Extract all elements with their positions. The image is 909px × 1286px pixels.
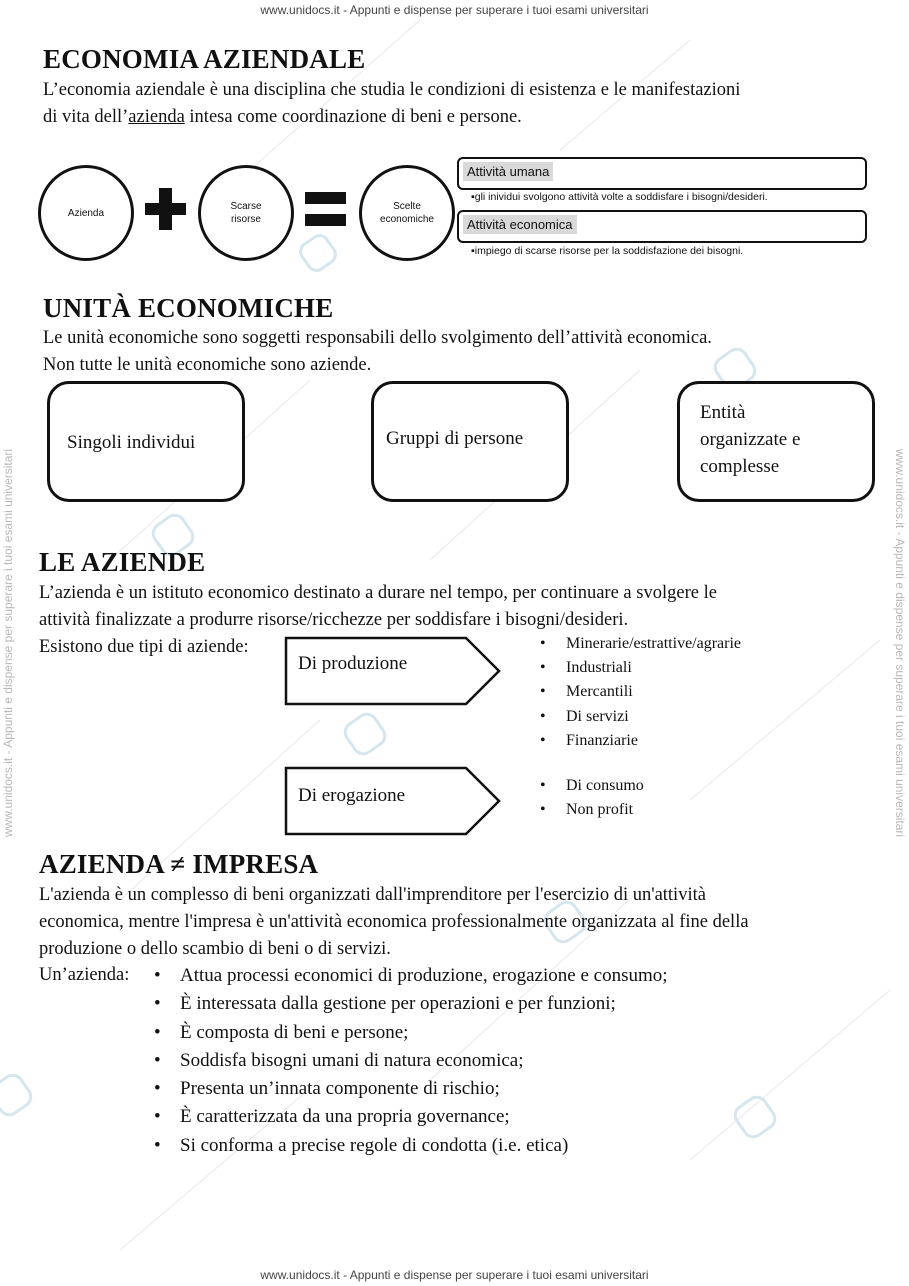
note-attivita-economica: ▪impiego di scarse risorse per la soddisfazione dei bisogni. <box>471 245 744 257</box>
box-attivita-economica <box>457 210 867 243</box>
note-attivita-economica-text: impiego di scarse risorse per la soddisfazione dei bisogni. <box>474 245 744 257</box>
list-item: • Di servizi <box>536 705 836 729</box>
list-item: • È interessata dalla gestione per operazioni e per funzioni; <box>150 990 850 1018</box>
section4-paragraph <box>39 882 899 963</box>
box-singoli-individui-label: Singoli individui <box>67 432 196 453</box>
arrow-di-erogazione-label: Di erogazione <box>298 785 406 806</box>
section2-line2: Non tutte le unità economiche sono aziende. <box>43 355 372 375</box>
list-item: • Non profit <box>536 798 836 822</box>
section4-line3: produzione o dello scambio di beni o di servizi. <box>39 939 391 959</box>
list-item: • Soddisfa bisogni umani di natura economica; <box>150 1047 850 1075</box>
list-item: • Minerarie/estrattive/agrarie <box>536 632 836 656</box>
list-azienda-caratteristiche <box>150 962 850 1160</box>
section-title-azienda-impresa: AZIENDA ≠ IMPRESA <box>39 849 319 879</box>
section1-line2 <box>43 104 883 131</box>
section4-line2: economica, mentre l'impresa è un'attività economica professionalmente organizzata al fine della <box>39 912 749 932</box>
watermark-top: www.unidocs.it - Appunti e dispense per superare i tuoi esami universitari <box>260 3 649 17</box>
arrow-di-produzione-label: Di produzione <box>298 653 408 674</box>
circle-scarse-risorse-label <box>230 200 261 226</box>
watermark-side-right: www.unidocs.it - Appunti e dispense per superare i tuoi esami universitari <box>893 448 907 838</box>
note-attivita-umana-text: gli inividui svolgono attività volte a soddisfare i bisogni/desideri. <box>474 191 768 203</box>
list-item: • Finanziarie <box>536 729 836 753</box>
section-title-economia-aziendale: ECONOMIA AZIENDALE <box>43 44 366 74</box>
section1-line2-pre: di vita dell’ <box>43 107 129 127</box>
plus-icon-vertical <box>159 188 172 230</box>
box3-line1: Entità <box>700 402 746 423</box>
box-attivita-economica-title: Attività economica <box>463 215 577 234</box>
list-item: • È caratterizzata da una propria governance; <box>150 1103 850 1131</box>
circle-scarse-risorse <box>198 165 294 261</box>
box-gruppi-di-persone-label: Gruppi di persone <box>386 428 524 449</box>
box3-line2: organizzate e <box>700 429 801 450</box>
section1-paragraph <box>43 77 883 131</box>
box-entita-organizzate <box>677 381 875 502</box>
box-singoli-individui <box>47 381 245 502</box>
circle2-line1: Scarse <box>230 201 262 212</box>
circle-azienda-label: Azienda <box>67 207 105 219</box>
section-title-unita-economiche: UNITÀ ECONOMICHE <box>43 293 334 323</box>
list-item: • Industriali <box>536 656 836 680</box>
section1-line1: L’economia aziendale è una disciplina che studia le condizioni di esistenza e le manifestazioni <box>43 80 741 100</box>
section-title-le-aziende: LE AZIENDE <box>39 547 206 577</box>
equals-icon-lower <box>305 214 346 226</box>
list-item: • Presenta un’innata componente di rischio; <box>150 1075 850 1103</box>
list-item: • Mercantili <box>536 680 836 704</box>
box-gruppi-di-persone <box>371 381 569 502</box>
list-item: • È composta di beni e persone; <box>150 1019 850 1047</box>
section1-line2-post: intesa come coordinazione di beni e persone. <box>184 107 522 127</box>
circle-scelte-economiche <box>359 165 455 261</box>
section4-line1: L'azienda è un complesso di beni organizzati dall'imprenditore per l'esercizio di un'attività <box>39 885 706 905</box>
circle3-line2: economiche <box>380 214 434 225</box>
circle-azienda <box>38 165 134 261</box>
list-item: • Si conforma a precise regole di condotta (i.e. etica) <box>150 1132 850 1160</box>
equals-icon <box>305 192 346 204</box>
box3-line3: complesse <box>700 456 780 477</box>
circle3-line1: Scelte <box>393 201 421 212</box>
section4-list-label: Un’azienda: <box>39 965 130 985</box>
note-attivita-umana: ▪gli inividui svolgono attività volte a soddisfare i bisogni/desideri. <box>471 191 768 203</box>
section3-types-label: Esistono due tipi di aziende: <box>39 637 249 657</box>
circle2-line2: risorse <box>230 214 261 225</box>
box-attivita-umana <box>457 157 867 190</box>
box-attivita-umana-title: Attività umana <box>463 162 553 181</box>
section3-line1: L’azienda è un istituto economico destinato a durare nel tempo, per continuare a svolgere le <box>39 583 717 603</box>
watermark-bottom: www.unidocs.it - Appunti e dispense per superare i tuoi esami universitari <box>260 1268 649 1282</box>
section2-line1: Le unità economiche sono soggetti responsabili dello svolgimento dell’attività economica. <box>43 328 712 348</box>
list-produzione <box>536 632 836 753</box>
list-item: • Attua processi economici di produzione, erogazione e consumo; <box>150 962 850 990</box>
section2-paragraph <box>43 325 883 379</box>
watermark-side-left: www.unidocs.it - Appunti e dispense per superare i tuoi esami universitari <box>1 448 15 838</box>
azienda-underlined: azienda <box>128 107 185 127</box>
circle-scelte-economiche-label <box>380 200 434 226</box>
section3-line2: attività finalizzate a produrre risorse/ricchezze per soddisfare i bisogni/desideri. <box>39 610 629 630</box>
list-erogazione <box>536 774 836 822</box>
list-item: • Di consumo <box>536 774 836 798</box>
